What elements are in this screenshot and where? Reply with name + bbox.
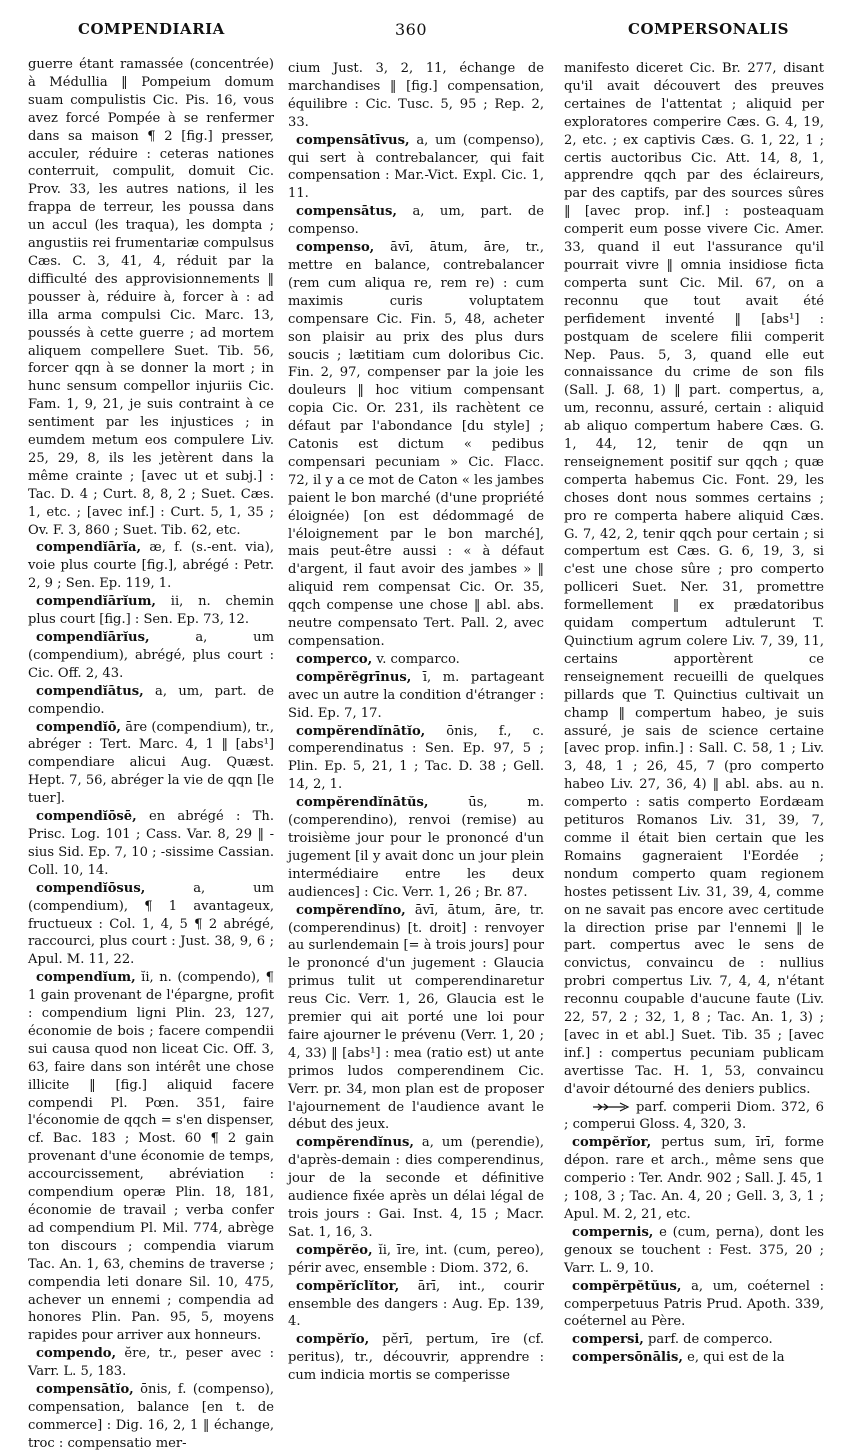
headword: compernis,: [572, 1224, 654, 1240]
entry-text: a, um, part. de compendio.: [28, 683, 274, 717]
dictionary-entry: [288, 239, 544, 651]
dictionary-entry: [28, 1381, 274, 1453]
headword: compersōnālis,: [572, 1350, 683, 1366]
dictionary-entry: [288, 1134, 544, 1241]
entry-text: en abrégé : Th. Prisc. Log. 101 ; Cass. Var. 8, 29 ‖ -sius Sid. Ep. 7, 10 ; -sissime Cassian. Coll. 10, 14.: [28, 809, 274, 878]
entry-text: a, um (perendie), d'après-demain : dies comperendinus, jour de la seconde et définitive audience fixée après un délai légal de trois jours : Gai. Inst. 4, 15 ; Macr. Sat. 1, 16, 3.: [288, 1135, 544, 1240]
entry-text: pĕrī, pertum, īre (cf. peritus), tr., découvrir, apprendre : cum indicia mortis se comperisse: [288, 1332, 544, 1384]
entry-text: e (cum, perna), dont les genoux se touchent : Fest. 375, 20 ; Varr. L. 9, 10.: [564, 1224, 824, 1276]
dictionary-entry: [564, 1099, 824, 1135]
headword: compendĭō,: [36, 719, 121, 735]
entry-text: ĕre, tr., peser avec : Varr. L. 5, 183.: [28, 1346, 274, 1380]
page-number: 360: [395, 20, 428, 39]
dictionary-entry: [564, 60, 824, 1099]
headword: compensātus,: [296, 204, 397, 220]
entry-text: æ, f. (s.-ent. via), voie plus courte [fig.], abrégé : Petr. 2, 9 ; Sen. Ep. 119, 1.: [28, 540, 274, 592]
dictionary-entry: [28, 880, 274, 970]
dictionary-entry: [288, 1278, 544, 1332]
entry-text: ii, n. chemin plus court [fig.] : Sen. Ep. 73, 12.: [28, 594, 274, 628]
dictionary-entry: [288, 794, 544, 901]
dictionary-entry: [28, 808, 274, 880]
dictionary-entry: [28, 1345, 274, 1381]
dictionary-entry: [288, 60, 544, 132]
entry-text: pertus sum, īrī, forme dépon. rare et arch., même sens que comperio : Ter. Andr. 902 ; Sall. J. 45, 1 ; 108, 3 ; Tac. An. 4, 20 ; Gell. 3, 3, 1 ; Apul. M. 2, 21, etc.: [564, 1135, 824, 1222]
headword: compendĭātus,: [36, 683, 144, 699]
dictionary-entry: [564, 1331, 824, 1349]
dictionary-entry: [28, 539, 274, 593]
entry-text: a, um (compenso), qui sert à contrebalancer, qui fait compensation : Mar.-Vict. Expl. Cic. 1, 11.: [288, 132, 544, 202]
dictionary-entry: [288, 132, 544, 204]
headword: compĕrendĭnātŭs,: [296, 795, 429, 811]
headword: compendĭum,: [36, 970, 136, 986]
entry-text: e, qui est de la: [682, 1350, 785, 1366]
entry-text: āre (compendium), tr., abréger : Tert. Marc. 4, 1 ‖ [abs¹] compendiare alicui Aug. Quæst. Hept. 7, 56, abréger la vie de qqn [le tuer].: [28, 719, 274, 807]
dictionary-entry: [288, 651, 544, 669]
headword: compĕrĭclĭtor,: [296, 1278, 400, 1294]
entry-text: ĭi, īre, int. (cum, pereo), périr avec, ensemble : Diom. 372, 6.: [288, 1242, 544, 1276]
headword: compĕrĕgrīnus,: [296, 669, 412, 685]
headword: compensātĭo,: [36, 1382, 134, 1398]
headword: compersi,: [572, 1332, 644, 1348]
entry-text: ī, m. partageant avec un autre la condition d'étranger : Sid. Ep. 7, 17.: [288, 669, 544, 721]
dictionary-entry: [288, 669, 544, 723]
headword: comperco,: [296, 651, 373, 667]
entry-text: āvī, ātum, āre, tr. (comperendinus) [t. droit] : renvoyer au surlendemain [= à trois jours] pour le prononcé d'un jugement : Glaucia primus tulit ut comperendinaretur reus Cic. Verr. 1, 26, Glaucia est le premier qui ait porté une loi pour faire ajourner le prévenu (Verr. 1, 20 ; 4, 33) ‖ [abs¹] : mea (ratio est) ut ante primos ludos comperendinem Cic. Verr. pr. 34, mon plan est de proposer l'ajournement de l'audience avant le début des jeux.: [288, 902, 544, 1133]
headword: compendo,: [36, 1346, 117, 1362]
entry-text: guerre étant ramassée (concentrée) à Médullia ‖ Pompeium domum suam compulistis Cic. Pis. 16, vous avez forcé Pompée à se renfermer dans sa maison ¶ 2 [fig.] presser, acculer, réduire : ceteras nationes conterruit, compulit, domuit Cic. Prov. 33, les autres nations, il les frappa de terreur, les poussa dans un accul (les traqua), les dompta ; angustiis rei frumentariæ compulsus Cæs. C. 3, 41, 4, réduit par la difficulté des approvisionnements ‖ pousser à, réduire à, forcer à : ad illa arma compulsi Cic. Marc. 13, poussés à cette guerre ; ad mortem aliquem compellere Suet. Tib. 56, forcer qqn à se donner la mort ; in hunc sensum compellor injuriis Cic. Fam. 1, 9, 21, je suis contraint à ce sentiment par les injustices ; in eumdem metum eos compulere Liv. 25, 29, 8, ils les jetèrent dans la même crainte ; [avec ut et subj.] : Tac. D. 4 ; Curt. 8, 8, 2 ; Suet. Cæs. 1, etc. ; [avec inf.] : Curt. 5, 1, 35 ; Ov. F. 3, 860 ; Suet. Tib. 62, etc.: [28, 57, 274, 538]
headword: compĕrendĭnātĭo,: [296, 723, 426, 739]
entry-text: ōnis, f., c. comperendinatus : Sen. Ep. 97, 5 ; Plin. Ep. 5, 21, 1 ; Tac. D. 38 ; Gell. 14, 2, 1.: [288, 723, 544, 793]
entry-text: a, um, coéternel : comperpetuus Patris Prud. Apoth. 339, coéternel au Père.: [564, 1278, 824, 1330]
page-header: [0, 0, 841, 40]
dictionary-entry: [288, 902, 544, 1135]
dictionary-entry: [28, 719, 274, 809]
entry-text: cium Just. 3, 2, 11, échange de marchandises ‖ [fig.] compensation, équilibre : Cic. Tusc. 5, 95 ; Rep. 2, 33.: [288, 61, 544, 130]
entry-text: v. comparco.: [372, 651, 460, 667]
entry-text: a, um (compendium), abrégé, plus court : Cic. Off. 2, 43.: [28, 630, 274, 681]
arrow-icon: [592, 1102, 630, 1112]
headword: compendĭārĭum,: [36, 594, 156, 610]
dictionary-entry: [288, 203, 544, 239]
entry-text: ĭi, n. (compendo), ¶ 1 gain provenant de l'épargne, profit : compendium ligni Plin. 23, 127, économie de bois ; facere compendii sui causa quod non liceat Cic. Off. 3, 63, faire dans son intérêt une chose illicite ‖ [fig.] aliquid facere compendi Pl. Pœn. 351, faire l'économie de qqch = s'en dispenser, cf. Bac. 183 ; Most. 60 ¶ 2 gain provenant d'une économie de temps, accourcissement, abréviation : compendium operæ Plin. 18, 181, économie de travail ; verba confer ad compendium Pl. Mil. 774, abrège ton discours ; compendia viarum Tac. An. 1, 63, chemins de traverse ; compendia leti donare Sil. 10, 475, achever un ennemi ; compendia ad honores Plin. Pan. 95, 5, moyens rapides pour arriver aux honneurs.: [28, 970, 274, 1344]
headword: compĕrĭor,: [572, 1135, 652, 1151]
running-head-left: COMPENDIARIA: [78, 20, 225, 38]
column-1: [28, 56, 274, 1453]
entry-text: āvī, ātum, āre, tr., mettre en balance, contrebalancer (rem cum aliqua re, rem re) : cum maximis curis voluptatem compensare Cic. Fin. 5, 48, acheter son plaisir au prix des plus durs soucis ; lætitiam cum doloribus Cic. Fin. 2, 97, compenser par la joie les douleurs ‖ hoc vitium compensant copia Cic. Or. 231, ils rachètent ce défaut par l'abondance [du style] ; Catonis est dictum « pedibus compensari pecuniam » Cic. Flacc. 72, il y a ce mot de Caton « les jambes paient le bon marché (d'une propriété éloignée) [on est dédommagé de l'éloignement par le bon marché], mais peut-être aussi : « à défaut d'argent, il faut avoir des jambes » ‖ aliquid rem compensat Cic. Or. 35, qqch compense une chose ‖ abl. abs. neutre compensato Tert. Pall. 2, avec compensation.: [288, 240, 544, 649]
dictionary-entry: [564, 1278, 824, 1332]
entry-text: parf. comperii Diom. 372, 6 ; comperui Gloss. 4, 320, 3.: [564, 1099, 824, 1133]
dictionary-entry: [28, 56, 274, 539]
headword: compĕrĕo,: [296, 1242, 373, 1258]
dictionary-entry: [288, 1242, 544, 1278]
dictionary-entry: [564, 1134, 824, 1224]
dictionary-entry: [28, 629, 274, 683]
headword: compĕrendĭno,: [296, 902, 406, 918]
column-2: [288, 60, 544, 1385]
entry-text: a, um, part. de compenso.: [288, 204, 544, 238]
entry-text: ōnis, f. (compenso), compensation, balance [en t. de commerce] : Dig. 16, 2, 1 ‖ échange, troc : compensatio mer-: [28, 1382, 274, 1451]
headword: compendĭōsus,: [36, 880, 146, 896]
entry-text: parf. de comperco.: [643, 1332, 773, 1348]
headword: compĕrendĭnus,: [296, 1135, 414, 1151]
column-3: [564, 60, 824, 1367]
headword: compenso,: [296, 240, 375, 256]
headword: compensātīvus,: [296, 132, 410, 148]
dictionary-entry: [28, 683, 274, 719]
dictionary-entry: [564, 1349, 824, 1367]
headword: compendĭōsē,: [36, 809, 137, 825]
headword: compendĭārĭus,: [36, 630, 150, 645]
dictionary-entry: [28, 593, 274, 629]
dictionary-entry: [28, 969, 274, 1345]
dictionary-entry: [288, 1331, 544, 1385]
running-head-right: COMPERSONALIS: [628, 20, 789, 38]
entry-text: manifesto diceret Cic. Br. 277, disant qu'il avait découvert des preuves certaines de l'attentat ; aliquid per exploratores comperire Cæs. G. 4, 19, 2, etc. ; ex captivis Cæs. G. 1, 22, 1 ; certis auctoribus Cic. Att. 14, 8, 1, apprendre qqch par des éclaireurs, par des captifs, par des sources sûres ‖ [avec prop. inf.] : posteaquam comperit eum posse vivere Cic. Amer. 33, quand il eut l'assurance qu'il pourrait vivre ‖ omnia insidiose ficta comperta sunt Cic. Mil. 67, on a reconnu que tout avait été perfidement inventé ‖ [abs¹] : postquam de scelere filii comperit Nep. Paus. 5, 3, quand elle eut connaissance du crime de son fils (Sall. J. 68, 1) ‖ part. compertus, a, um, reconnu, assuré, certain : aliquid ab aliquo compertum habere Cæs. G. 1, 44, 12, tenir de qqn un renseignement positif sur qqch ; quæ comperta habemus Cic. Font. 29, les choses dont nous sommes certains ; pro re comperta habere aliquid Cæs. G. 7, 42, 2, tenir qqch pour certain ; si compertum est Cæs. G. 6, 19, 3, si c'est une chose sûre ; pro comperto polliceri Suet. Ner. 31, promettre formellement ‖ ex prædatoribus quidam compertum adtulerunt T. Quinctium agrum colere Liv. 7, 39, 11, certains apportèrent ce renseignement recueilli de quelques pillards que T. Quinctius cultivait un champ ‖ compertum habeo, je suis assuré, je sais de science certaine [avec prop. infin.] : Sall. C. 58, 1 ; Liv. 3, 48, 1 ; 26, 45, 7 (pro comperto habeo Liv. 27, 36, 4) ‖ abl. abs. au n. comperto : satis comperto Eordæam petituros Romanos Liv. 31, 39, 7, comme il était bien certain que les Romains gagneraient l'Eordée ; nondum comperto quam regionem hostes petissent Liv. 31, 39, 4, comme on ne savait pas encore avec certitude la direction prise par l'ennemi ‖ le part. compertus avec le sens de convictus, convaincu de : nullius probri compertus Liv. 7, 4, 4, n'étant reconnu coupable d'aucune faute (Liv. 22, 57, 2 ; 32, 1, 8 ; Tac. An. 1, 3) ; [avec in et abl.] Suet. Tib. 35 ; [avec inf.] : compertus pecuniam publicam avertisse Tac. H. 1, 53, convaincu d'avoir détourné des deniers publics.: [564, 61, 824, 1097]
headword: compĕrpĕtŭus,: [572, 1278, 682, 1294]
dictionary-entry: [288, 723, 544, 795]
dictionary-entry: [564, 1224, 824, 1278]
entry-text: ūs, m. (comperendino), renvoi (remise) au troisième jour pour le prononcé d'un jugement [il y avait donc un jour plein intermédiaire entre les deux audiences] : Cic. Verr. 1, 26 ; Br. 87.: [288, 795, 544, 900]
entry-text: ārī, int., courir ensemble des dangers : Aug. Ep. 139, 4.: [288, 1278, 544, 1330]
entry-text: a, um (compendium), ¶ 1 avantageux, fructueux : Col. 1, 4, 5 ¶ 2 abrégé, raccourci, plus court : Just. 38, 9, 6 ; Apul. M. 11, 22.: [28, 880, 274, 968]
headword: compĕrĭo,: [296, 1332, 370, 1348]
headword: compendĭārĭa,: [36, 540, 142, 556]
